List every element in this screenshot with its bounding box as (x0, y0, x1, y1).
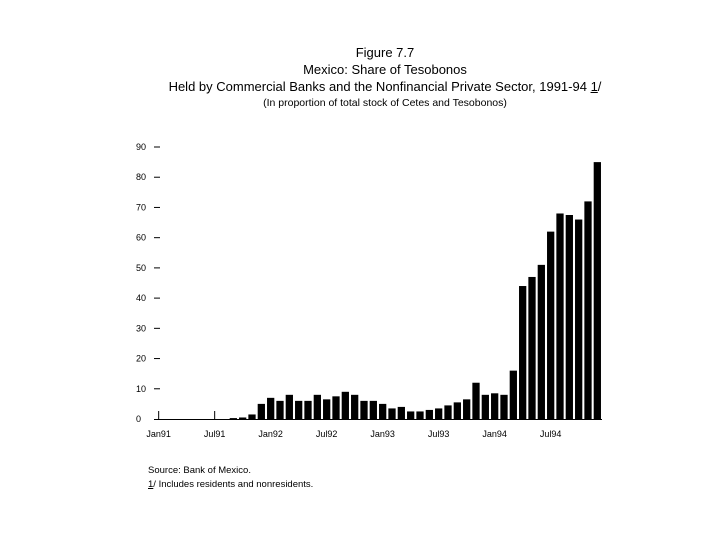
bar (314, 395, 321, 419)
bar (454, 402, 461, 419)
bar (379, 404, 386, 419)
bar (398, 407, 405, 419)
bar (575, 220, 582, 419)
bar (556, 213, 563, 419)
bar (295, 401, 302, 419)
x-tick-label: Jan93 (370, 429, 395, 439)
bar (500, 395, 507, 419)
source-note: Source: Bank of Mexico. (148, 465, 251, 476)
chart-title: Mexico: Share of Tesobonos (303, 62, 467, 77)
x-tick-label: Jul91 (203, 429, 226, 439)
bar (416, 411, 423, 419)
bar (304, 401, 311, 419)
y-tick-label: 50 (136, 262, 147, 273)
bar (258, 404, 265, 419)
bar (360, 401, 367, 419)
bar (267, 398, 274, 419)
bar (444, 405, 451, 419)
bar (463, 399, 470, 419)
chart-subtitle: (In proportion of total stock of Cetes and Tesobonos) (263, 97, 507, 109)
y-tick-label: 0 (136, 414, 142, 424)
bar (323, 399, 330, 419)
x-tick-label: Jan91 (146, 429, 171, 439)
bar (286, 395, 293, 419)
bar (248, 414, 255, 419)
y-tick-label: 80 (136, 172, 147, 183)
bar (538, 265, 545, 419)
bar (230, 418, 237, 419)
y-tick-label: 30 (136, 323, 147, 334)
x-tick-label: Jul94 (539, 429, 562, 439)
bar (584, 201, 591, 419)
bar (472, 383, 479, 419)
y-tick-label: 10 (136, 383, 147, 394)
x-tick-label: Jan94 (482, 429, 507, 439)
bar (547, 232, 554, 419)
figure-label: Figure 7.7 (355, 45, 415, 60)
footnote-ref: 1 (148, 479, 154, 490)
bar (491, 393, 498, 419)
bar (332, 396, 339, 419)
bar (407, 411, 414, 419)
bars-layer (230, 162, 601, 419)
bar (342, 392, 349, 419)
footnote (148, 478, 313, 492)
chart-title-line2-text: Held by Commercial Banks and the Nonfinancial Private Sector, 1991-94 (168, 79, 591, 94)
y-tick-label: 70 (136, 202, 147, 213)
bar (435, 408, 442, 419)
x-tick-label: Jul92 (315, 429, 338, 439)
bar (482, 395, 489, 419)
bar (276, 401, 283, 419)
y-tick-label: 90 (136, 142, 147, 152)
bar (370, 401, 377, 419)
bar (351, 395, 358, 419)
title-footnote-ref: 1 (590, 79, 598, 94)
bar (239, 417, 246, 419)
bar (519, 286, 526, 419)
y-tick-label: 60 (136, 232, 147, 243)
bar (528, 277, 535, 419)
notes (148, 464, 313, 492)
x-tick-label: Jul93 (427, 429, 450, 439)
y-tick-label: 20 (136, 353, 147, 364)
footnote-text: / Includes residents and nonresidents. (153, 479, 314, 490)
bar (426, 410, 433, 419)
y-tick-label: 40 (136, 293, 147, 304)
bar (388, 408, 395, 419)
title-footnote-slash: / (597, 79, 602, 94)
bar (566, 215, 573, 419)
x-tick-label: Jan92 (258, 429, 283, 439)
bar (510, 371, 517, 419)
bar (594, 162, 601, 419)
